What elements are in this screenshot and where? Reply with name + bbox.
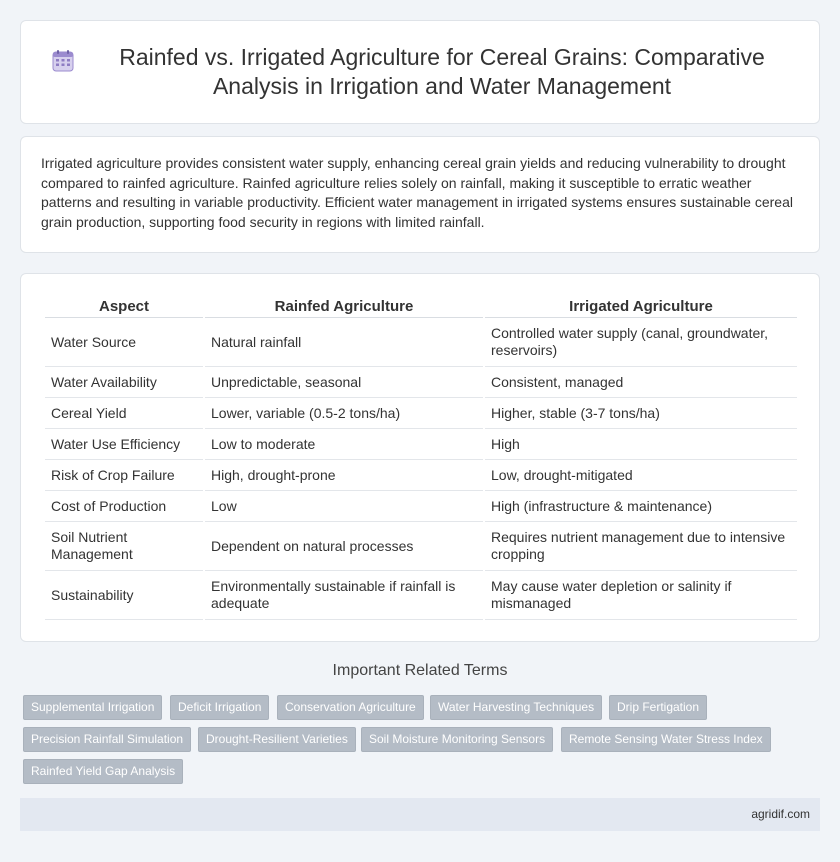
cell-aspect: Risk of Crop Failure: [45, 460, 203, 491]
table-row: [45, 318, 797, 367]
cell-rainfed: Unpredictable, seasonal: [205, 367, 483, 398]
cell-aspect: Cereal Yield: [45, 398, 203, 429]
cell-irrigated: High: [485, 429, 797, 460]
tag-conservation-agriculture[interactable]: Conservation Agriculture: [277, 695, 424, 720]
cell-rainfed: Low to moderate: [205, 429, 483, 460]
cell-rainfed: Dependent on natural processes: [205, 522, 483, 571]
cell-irrigated: Higher, stable (3-7 tons/ha): [485, 398, 797, 429]
table-row: [45, 429, 797, 460]
calendar-icon: [51, 49, 75, 73]
tag-soil-moisture-monitoring-sensors[interactable]: Soil Moisture Monitoring Sensors: [361, 727, 553, 752]
table-row: [45, 571, 797, 620]
tag-drought-resilient-varieties[interactable]: Drought-Resilient Varieties: [198, 727, 356, 752]
tag-drip-fertigation[interactable]: Drip Fertigation: [609, 695, 707, 720]
header-inner: [51, 43, 789, 101]
page-title: Rainfed vs. Irrigated Agriculture for Cereal Grains: Comparative Analysis in Irrigation and Water Management: [119, 44, 765, 99]
tag-supplemental-irrigation[interactable]: Supplemental Irrigation: [23, 695, 162, 720]
cell-aspect: Cost of Production: [45, 491, 203, 522]
table-row: [45, 367, 797, 398]
cell-irrigated: Requires nutrient management due to intensive cropping: [485, 522, 797, 571]
cell-rainfed: Lower, variable (0.5-2 tons/ha): [205, 398, 483, 429]
header-card: [20, 20, 820, 124]
table-row: [45, 398, 797, 429]
header-irrigated: Irrigated Agriculture: [485, 294, 797, 318]
cell-irrigated: High (infrastructure & maintenance): [485, 491, 797, 522]
comparison-table: [43, 294, 799, 620]
summary-card: [20, 136, 820, 253]
cell-aspect: Soil Nutrient Management: [45, 522, 203, 571]
cell-aspect: Water Source: [45, 318, 203, 367]
table-header-row: [45, 294, 797, 318]
cell-aspect: Water Use Efficiency: [45, 429, 203, 460]
cell-irrigated: Controlled water supply (canal, groundwater, reservoirs): [485, 318, 797, 367]
cell-aspect: Water Availability: [45, 367, 203, 398]
table-row: [45, 491, 797, 522]
table-row: [45, 460, 797, 491]
table-row: [45, 522, 797, 571]
tag-precision-rainfall-simulation[interactable]: Precision Rainfall Simulation: [23, 727, 191, 752]
cell-irrigated: May cause water depletion or salinity if mismanaged: [485, 571, 797, 620]
cell-rainfed: Low: [205, 491, 483, 522]
summary-text: Irrigated agriculture provides consistent water supply, enhancing cereal grain yields and reducing vulnerability to drought compared to rainfed agriculture. Rainfed agriculture relies solely on rainfall, making it susceptible to erratic weather patterns and resulting in variable productivity. Efficient water management in irrigated systems ensures sustainable cereal grain production, supporting food security in regions with limited rainfall.: [41, 155, 793, 230]
cell-irrigated: Consistent, managed: [485, 367, 797, 398]
tag-deficit-irrigation[interactable]: Deficit Irrigation: [170, 695, 269, 720]
tag-rainfed-yield-gap-analysis[interactable]: Rainfed Yield Gap Analysis: [23, 759, 183, 784]
cell-rainfed: High, drought-prone: [205, 460, 483, 491]
tag-water-harvesting-techniques[interactable]: Water Harvesting Techniques: [430, 695, 602, 720]
tag-remote-sensing-water-stress-index[interactable]: Remote Sensing Water Stress Index: [561, 727, 771, 752]
comparison-table-card: [20, 273, 820, 642]
cell-irrigated: Low, drought-mitigated: [485, 460, 797, 491]
header-aspect: Aspect: [45, 294, 203, 318]
cell-rainfed: Natural rainfall: [205, 318, 483, 367]
header-rainfed: Rainfed Agriculture: [205, 294, 483, 318]
cell-rainfed: Environmentally sustainable if rainfall is adequate: [205, 571, 483, 620]
related-terms-title: Important Related Terms: [332, 662, 508, 679]
cell-aspect: Sustainability: [45, 571, 203, 620]
footer: [20, 798, 820, 831]
footer-site-link[interactable]: agridif.com: [751, 807, 810, 821]
